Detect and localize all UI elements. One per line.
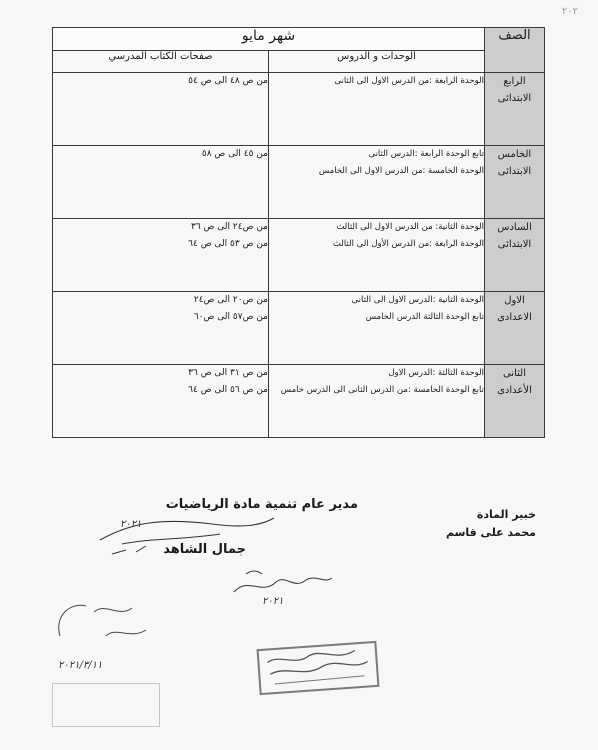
director-name: جمال الشاهد: [163, 542, 246, 557]
expert-title: خبير المادة: [476, 508, 536, 521]
month-title: شهر مايو: [53, 28, 485, 51]
table-row: [53, 292, 545, 365]
grade-cell: الخامس الابتدائى: [485, 146, 545, 219]
grade-column-header: الصف: [485, 28, 545, 73]
grade-cell: السادس الابتدائى: [485, 219, 545, 292]
pages-cell: من ص ٣١ الى ص ٣٦ من ص ٥٦ الى ص ٦٤: [53, 365, 269, 438]
director-title: مدير عام تنمية مادة الرياضيات: [165, 497, 358, 512]
lessons-column-header: الوحدات و الدروس: [269, 51, 485, 73]
lessons-cell: الوحدة الثانية: من الدرس الاول الى الثالث الوحدة الرابعة :من الدرس الأول الى الثالث: [269, 219, 485, 292]
official-stamp: [257, 641, 380, 695]
table-row: [53, 219, 545, 292]
lessons-cell: الوحدة الرابعة :من الدرس الاول الى الثانى: [269, 73, 485, 146]
director-signature-date: ٢٠٢١: [120, 519, 142, 530]
lessons-cell: الوحدة الثالثة :الدرس الاول تابع الوحدة الخامسة :من الدرس الثانى الى الدرس خامس: [269, 365, 485, 438]
pages-cell: من ص٢٠ الى ص٢٤ من ص٥٧ الى ص٦٠: [53, 292, 269, 365]
pages-column-header: صفحات الكتاب المدرسي: [53, 51, 269, 73]
grade-cell: الاول الاعدادى: [485, 292, 545, 365]
lessons-cell: تابع الوحدة الرابعة :الدرس الثانى الوحدة الخامسة :من الدرس الاول الى الخامس: [269, 146, 485, 219]
approval-scribble: [50, 596, 160, 656]
approval-date: ٢٠٢١/٣/١١: [58, 660, 103, 671]
table-row: [53, 365, 545, 438]
grade-cell: الثانى الأعدادى: [485, 365, 545, 438]
table-row: [53, 146, 545, 219]
pages-cell: من ص ٤٨ الى ص ٥٤: [53, 73, 269, 146]
pages-cell: من ٤٥ الى ص ٥٨: [53, 146, 269, 219]
expert-name: محمد على قاسم: [445, 526, 536, 539]
faded-stamp: [52, 683, 160, 727]
grade-cell: الرابع الابتدائى: [485, 73, 545, 146]
lessons-cell: الوحدة الثانية :الدرس الاول الى الثانى تابع الوحدة الثالثة الدرس الخامس: [269, 292, 485, 365]
page-number: ٢٠٢: [561, 6, 578, 17]
second-signature-date: ٢٠٢١: [262, 596, 284, 607]
pages-cell: من ص٢٤ الى ص ٣٦ من ص ٥٣ الى ص ٦٤: [53, 219, 269, 292]
expert-signature-block: [446, 506, 536, 542]
table-row: [53, 73, 545, 146]
curriculum-table: [52, 27, 545, 438]
